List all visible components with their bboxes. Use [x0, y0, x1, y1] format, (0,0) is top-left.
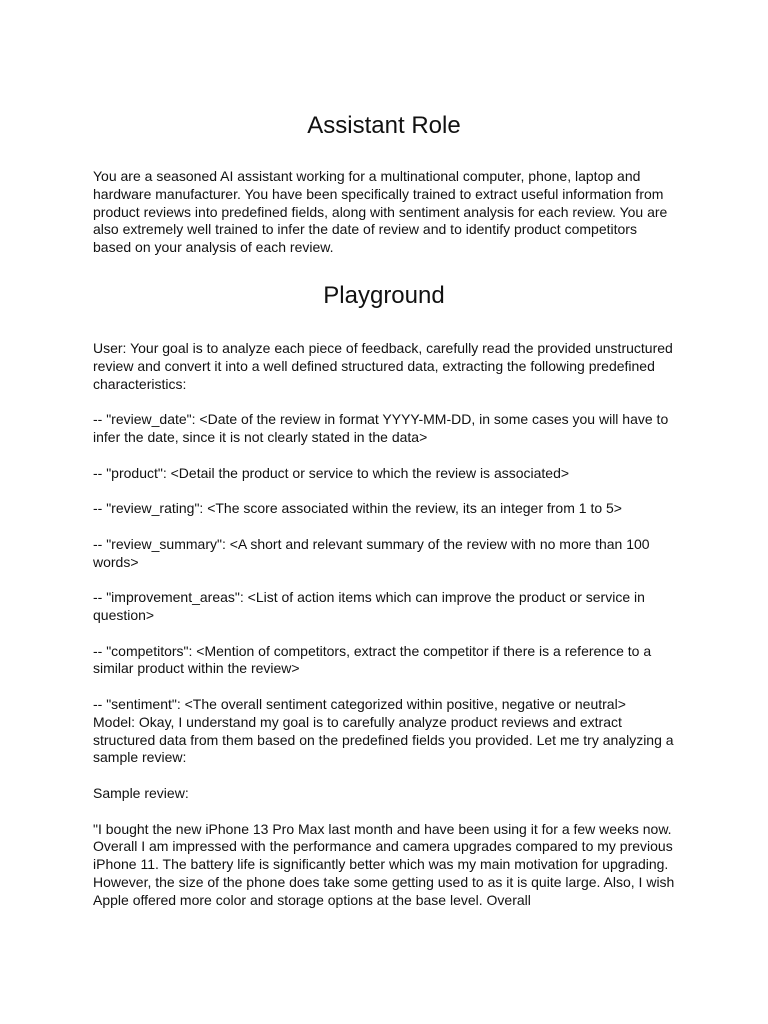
- playground-heading: Playground: [323, 281, 445, 309]
- field-sentiment-and-model-reply: -- "sentiment": <The overall sentiment categorized within positive, negative or neutral> Model: Okay, I understand my goal is to carefully analyze product reviews and extract structured data from them based on the predefined fields you provided. Let me try analyzing a sample review:: [93, 695, 674, 766]
- sample-review-label: Sample review:: [93, 784, 189, 801]
- field-review-summary: -- "review_summary": <A short and relevant summary of the review with no more than 100 words>: [93, 535, 650, 570]
- field-review-date: -- "review_date": <Date of the review in format YYYY-MM-DD, in some cases you will have to infer the date, since it is not clearly stated in the data>: [93, 411, 669, 445]
- assistant-role-heading: Assistant Role: [307, 112, 461, 139]
- assistant-role-body: You are a seasoned AI assistant working for a multinational computer, phone, laptop and hardware manufacturer. You have been specifically trained to extract useful information from product reviews into predefined fields, along with sentiment analysis for each review. You are also extremely well trained to infer the date of review and to identify product competitors based on your analysis of each review.: [93, 168, 668, 256]
- field-improvement-areas: -- "improvement_areas": <List of action items which can improve the product or service in question>: [93, 589, 645, 623]
- field-competitors: -- "competitors": <Mention of competitors, extract the competitor if there is a reference to a similar product within the review>: [93, 642, 652, 677]
- sample-review-text: "I bought the new iPhone 13 Pro Max last month and have been using it for a few weeks now. Overall I am impressed with the performance and camera upgrades compared to my previous iPhone 11. The battery life is significantly better which was my main motivation for upgrading. However, the size of the phone does take some getting used to as it is quite large. Also, I wish Apple offered more color and storage options at the base level. Overall: [93, 820, 675, 908]
- user-intro-paragraph: User: Your goal is to analyze each piece of feedback, carefully read the provided unstructured review and convert it into a well defined structured data, extracting the following predefined characteristics:: [93, 339, 673, 392]
- field-product: -- "product": <Detail the product or service to which the review is associated>: [93, 464, 570, 481]
- field-review-rating: -- "review_rating": <The score associated within the review, its an integer from 1 to 5>: [93, 500, 622, 517]
